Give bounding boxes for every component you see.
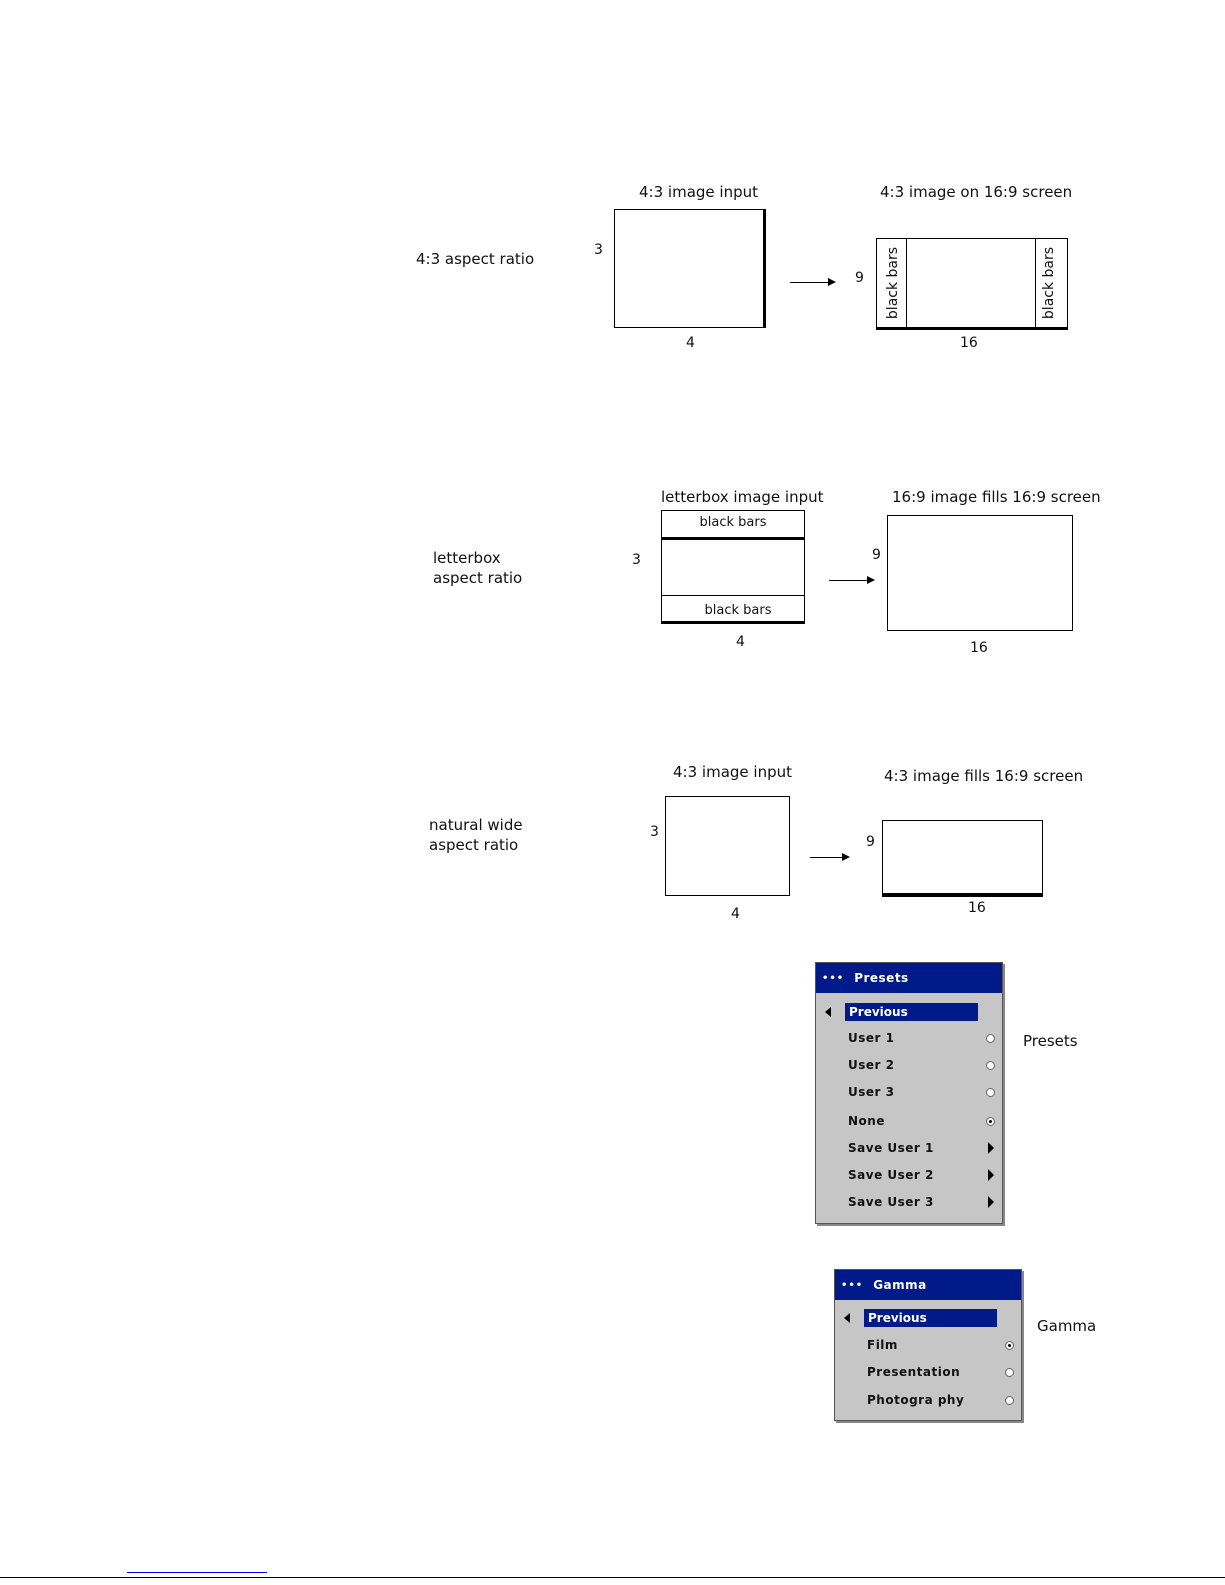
menu-item-save-user-2[interactable]: Save User 2	[848, 1168, 934, 1182]
gamma-menu-title: Gamma	[873, 1278, 927, 1292]
previous-item[interactable]: Previous	[845, 1003, 978, 1021]
menu-dots-icon: •••	[841, 1279, 864, 1291]
input-caption: 4:3 image input	[673, 763, 792, 781]
input-width-label: 4	[731, 906, 740, 922]
radio-user-2[interactable]	[986, 1061, 995, 1070]
row-label: 4:3 aspect ratio	[416, 250, 535, 268]
radio-presentation[interactable]	[1005, 1368, 1014, 1377]
input-frame	[661, 510, 805, 624]
gamma-menu-title-bar	[835, 1270, 1021, 1300]
menu-item-user-3[interactable]: User 3	[848, 1085, 895, 1099]
menu-item-user-1[interactable]: User 1	[848, 1031, 895, 1045]
output-width-label: 16	[960, 335, 978, 351]
bar-divider-top	[662, 537, 804, 540]
menu-item-save-user-1[interactable]: Save User 1	[848, 1141, 934, 1155]
input-height-label: 3	[632, 552, 641, 568]
menu-dots-icon: •••	[822, 972, 845, 984]
arrow-icon	[810, 857, 848, 858]
radio-user-3[interactable]	[986, 1088, 995, 1097]
input-caption: letterbox image input	[661, 488, 824, 506]
submenu-arrow-icon	[988, 1169, 994, 1181]
footer-link-underline[interactable]	[127, 1572, 267, 1573]
menu-item-save-user-3[interactable]: Save User 3	[848, 1195, 934, 1209]
output-caption: 4:3 image fills 16:9 screen	[884, 767, 1084, 785]
input-width-label: 4	[736, 634, 745, 650]
radio-film[interactable]	[1005, 1341, 1014, 1350]
bar-divider-right	[1035, 239, 1036, 327]
menu-item-none[interactable]: None	[848, 1114, 885, 1128]
output-frame	[887, 515, 1073, 631]
menu-item-presentation[interactable]: Presentation	[867, 1365, 961, 1379]
menu-item-photography[interactable]: Photogra phy	[867, 1393, 965, 1407]
radio-user-1[interactable]	[986, 1034, 995, 1043]
black-bars-bottom-label: black bars	[704, 603, 772, 618]
input-height-label: 3	[594, 242, 603, 258]
gamma-menu	[834, 1269, 1022, 1421]
presets-callout: Presets	[1023, 1032, 1078, 1050]
output-height-label: 9	[866, 834, 875, 850]
input-height-label: 3	[650, 824, 659, 840]
back-arrow-icon[interactable]	[825, 1007, 831, 1017]
previous-item[interactable]: Previous	[864, 1309, 997, 1327]
menu-item-user-2[interactable]: User 2	[848, 1058, 895, 1072]
footer-rule	[0, 1577, 1225, 1578]
output-height-label: 9	[855, 270, 864, 286]
arrow-icon	[790, 282, 834, 283]
menu-item-film[interactable]: Film	[867, 1338, 898, 1352]
bar-divider-bottom	[662, 595, 804, 596]
input-frame	[614, 209, 766, 328]
gamma-callout: Gamma	[1037, 1317, 1097, 1335]
input-frame	[665, 796, 790, 896]
output-height-label: 9	[872, 547, 881, 563]
submenu-arrow-icon	[988, 1142, 994, 1154]
radio-none[interactable]	[986, 1117, 995, 1126]
output-frame	[882, 820, 1043, 897]
output-caption: 16:9 image fills 16:9 screen	[892, 488, 1101, 506]
input-caption: 4:3 image input	[639, 183, 758, 201]
back-arrow-icon[interactable]	[844, 1313, 850, 1323]
output-frame	[876, 238, 1068, 330]
black-bars-top-label: black bars	[699, 515, 767, 530]
arrow-icon	[829, 580, 873, 581]
submenu-arrow-icon	[988, 1196, 994, 1208]
row-label: letterbox aspect ratio	[433, 549, 523, 587]
presets-menu-title: Presets	[854, 971, 909, 985]
presets-menu-title-bar	[816, 963, 1002, 993]
bar-divider-left	[906, 239, 907, 327]
row-label: natural wide aspect ratio	[429, 816, 523, 854]
output-caption: 4:3 image on 16:9 screen	[880, 183, 1073, 201]
black-bars-left-label: black bars	[885, 246, 901, 320]
output-width-label: 16	[968, 900, 986, 916]
radio-photography[interactable]	[1005, 1396, 1014, 1405]
black-bars-right-label: black bars	[1041, 246, 1057, 320]
presets-menu	[815, 962, 1003, 1224]
output-width-label: 16	[970, 640, 988, 656]
input-width-label: 4	[686, 335, 695, 351]
